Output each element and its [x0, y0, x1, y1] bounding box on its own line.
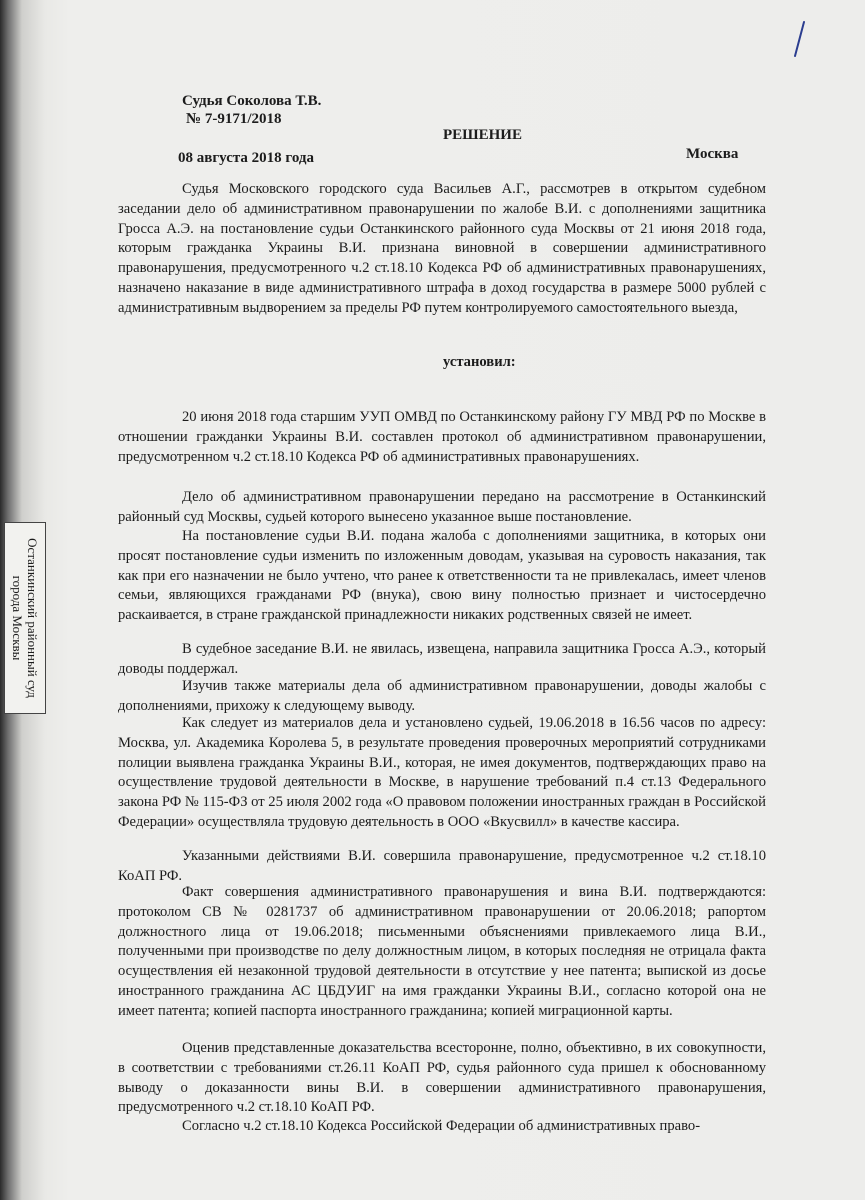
established-heading: установил: — [443, 354, 516, 370]
paragraph-1: 20 июня 2018 года старшим УУП ОМВД по Останкинскому району ГУ МВД РФ по Москве в отношении гражданки Украины В.И. составлен протокол об административном правонарушении, предусмотренном ч.2 ст.18.10 Кодекса РФ об административных правонарушениях. — [118, 409, 766, 465]
city: Москва — [686, 146, 739, 162]
court-side-stamp-text: Останкинский районный суд города Москвы — [10, 538, 40, 698]
intro-paragraph: Судья Московского городского суда Васильев А.Г., рассмотрев в открытом судебном заседании дело об административном правонарушении по жалобе В.И. с дополнениями защитника Гросса А.Э. на постановление судьи Останкинского районного суда Москвы от 21 июня 2018 года, которым гражданка Украины В.И. признана виновной в совершении административного правонарушения, предусмотренного ч.2 ст.18.10 Кодекса РФ об административных правонарушениях, назначено наказание в виде административного штрафа в доход государства в размере 5000 рублей с административным выдворением за пределы РФ путем контролируемого самостоятельного выезда, — [118, 181, 766, 316]
paragraph-9: Оценив представленные доказательства всесторонне, полно, объективно, в их совокупности, в соответствии с требованиями ст.26.11 КоАП РФ, судья районного суда пришел к обоснованному выводу о доказанности вины В.И. в совершении административного правонарушения, предусмотренного ч.2 ст.18.10 КоАП РФ. — [118, 1040, 766, 1116]
court-side-stamp — [4, 522, 46, 714]
decision-date: 08 августа 2018 года — [178, 150, 315, 166]
case-number: № 7-9171/2018 — [186, 111, 282, 127]
paragraph-3: На постановление судьи В.И. подана жалоба с дополнениями защитника, в которых они просят постановление судьи изменить по изложенным доводам, указывая на суровость наказания, так как при его назначении не было учтено, что ранее к ответственности та не привлекалась, имеет членов семьи, являющихся гражданами РФ (внука), свою вину полностью признает и чистосердечно раскаивается, в стране гражданской принадлежности никаких родственных связей не имеет. — [118, 528, 766, 624]
paragraph-4: В судебное заседание В.И. не явилась, извещена, направила защитника Гросса А.Э., который доводы поддержал. — [118, 641, 766, 677]
page-title: РЕШЕНИЕ — [443, 127, 522, 143]
paragraph-6: Как следует из материалов дела и установлено судьей, 19.06.2018 в 16.56 часов по адресу: Москва, ул. Академика Королева 5, в результате проведения проверочных мероприятий сотрудниками полиции выявлена гражданка Украины В.И., которая, не имея документов, подтверждающих право на осуществление трудовой деятельности в Москве, в нарушение требований п.4 ст.13 Федерального закона РФ № 115-ФЗ от 25 июля 2002 года «О правовом положении иностранных граждан в Российской Федерации» осуществляла трудовую деятельность в ООО «Вкусвилл» в качестве кассира. — [118, 715, 766, 830]
paragraph-10: Согласно ч.2 ст.18.10 Кодекса Российской Федерации об административных право- — [182, 1118, 701, 1134]
judge-name: Судья Соколова Т.В. — [182, 93, 322, 109]
paragraph-5: Изучив также материалы дела об административном правонарушении, доводы жалобы с дополнениями, прихожу к следующему выводу. — [118, 678, 766, 714]
pen-mark — [788, 20, 810, 60]
paragraph-2: Дело об административном правонарушении передано на рассмотрение в Останкинский районный суд Москвы, судьей которого вынесено указанное выше постановление. — [118, 489, 766, 525]
paragraph-7: Указанными действиями В.И. совершила правонарушение, предусмотренное ч.2 ст.18.10 КоАП РФ. — [118, 848, 766, 884]
paragraph-8: Факт совершения административного правонарушения и вина В.И. подтверждаются: протоколом СВ № 0281737 об административном правонарушении от 20.06.2018; рапортом должностного лица от 19.06.2018; письменными объяснениями привлекаемого лица В.И., полученными при производстве по делу должностным лицом, в которых последняя не отрицала факта осуществления ей незаконной трудовой деятельности в отсутствие у нее патента; выпиской из досье иностранного гражданина АС ЦБДУИГ на имя гражданки Украины В.И., согласно которой она не имеет патента; копией паспорта иностранного гражданина; копией миграционной карты. — [118, 884, 766, 1019]
